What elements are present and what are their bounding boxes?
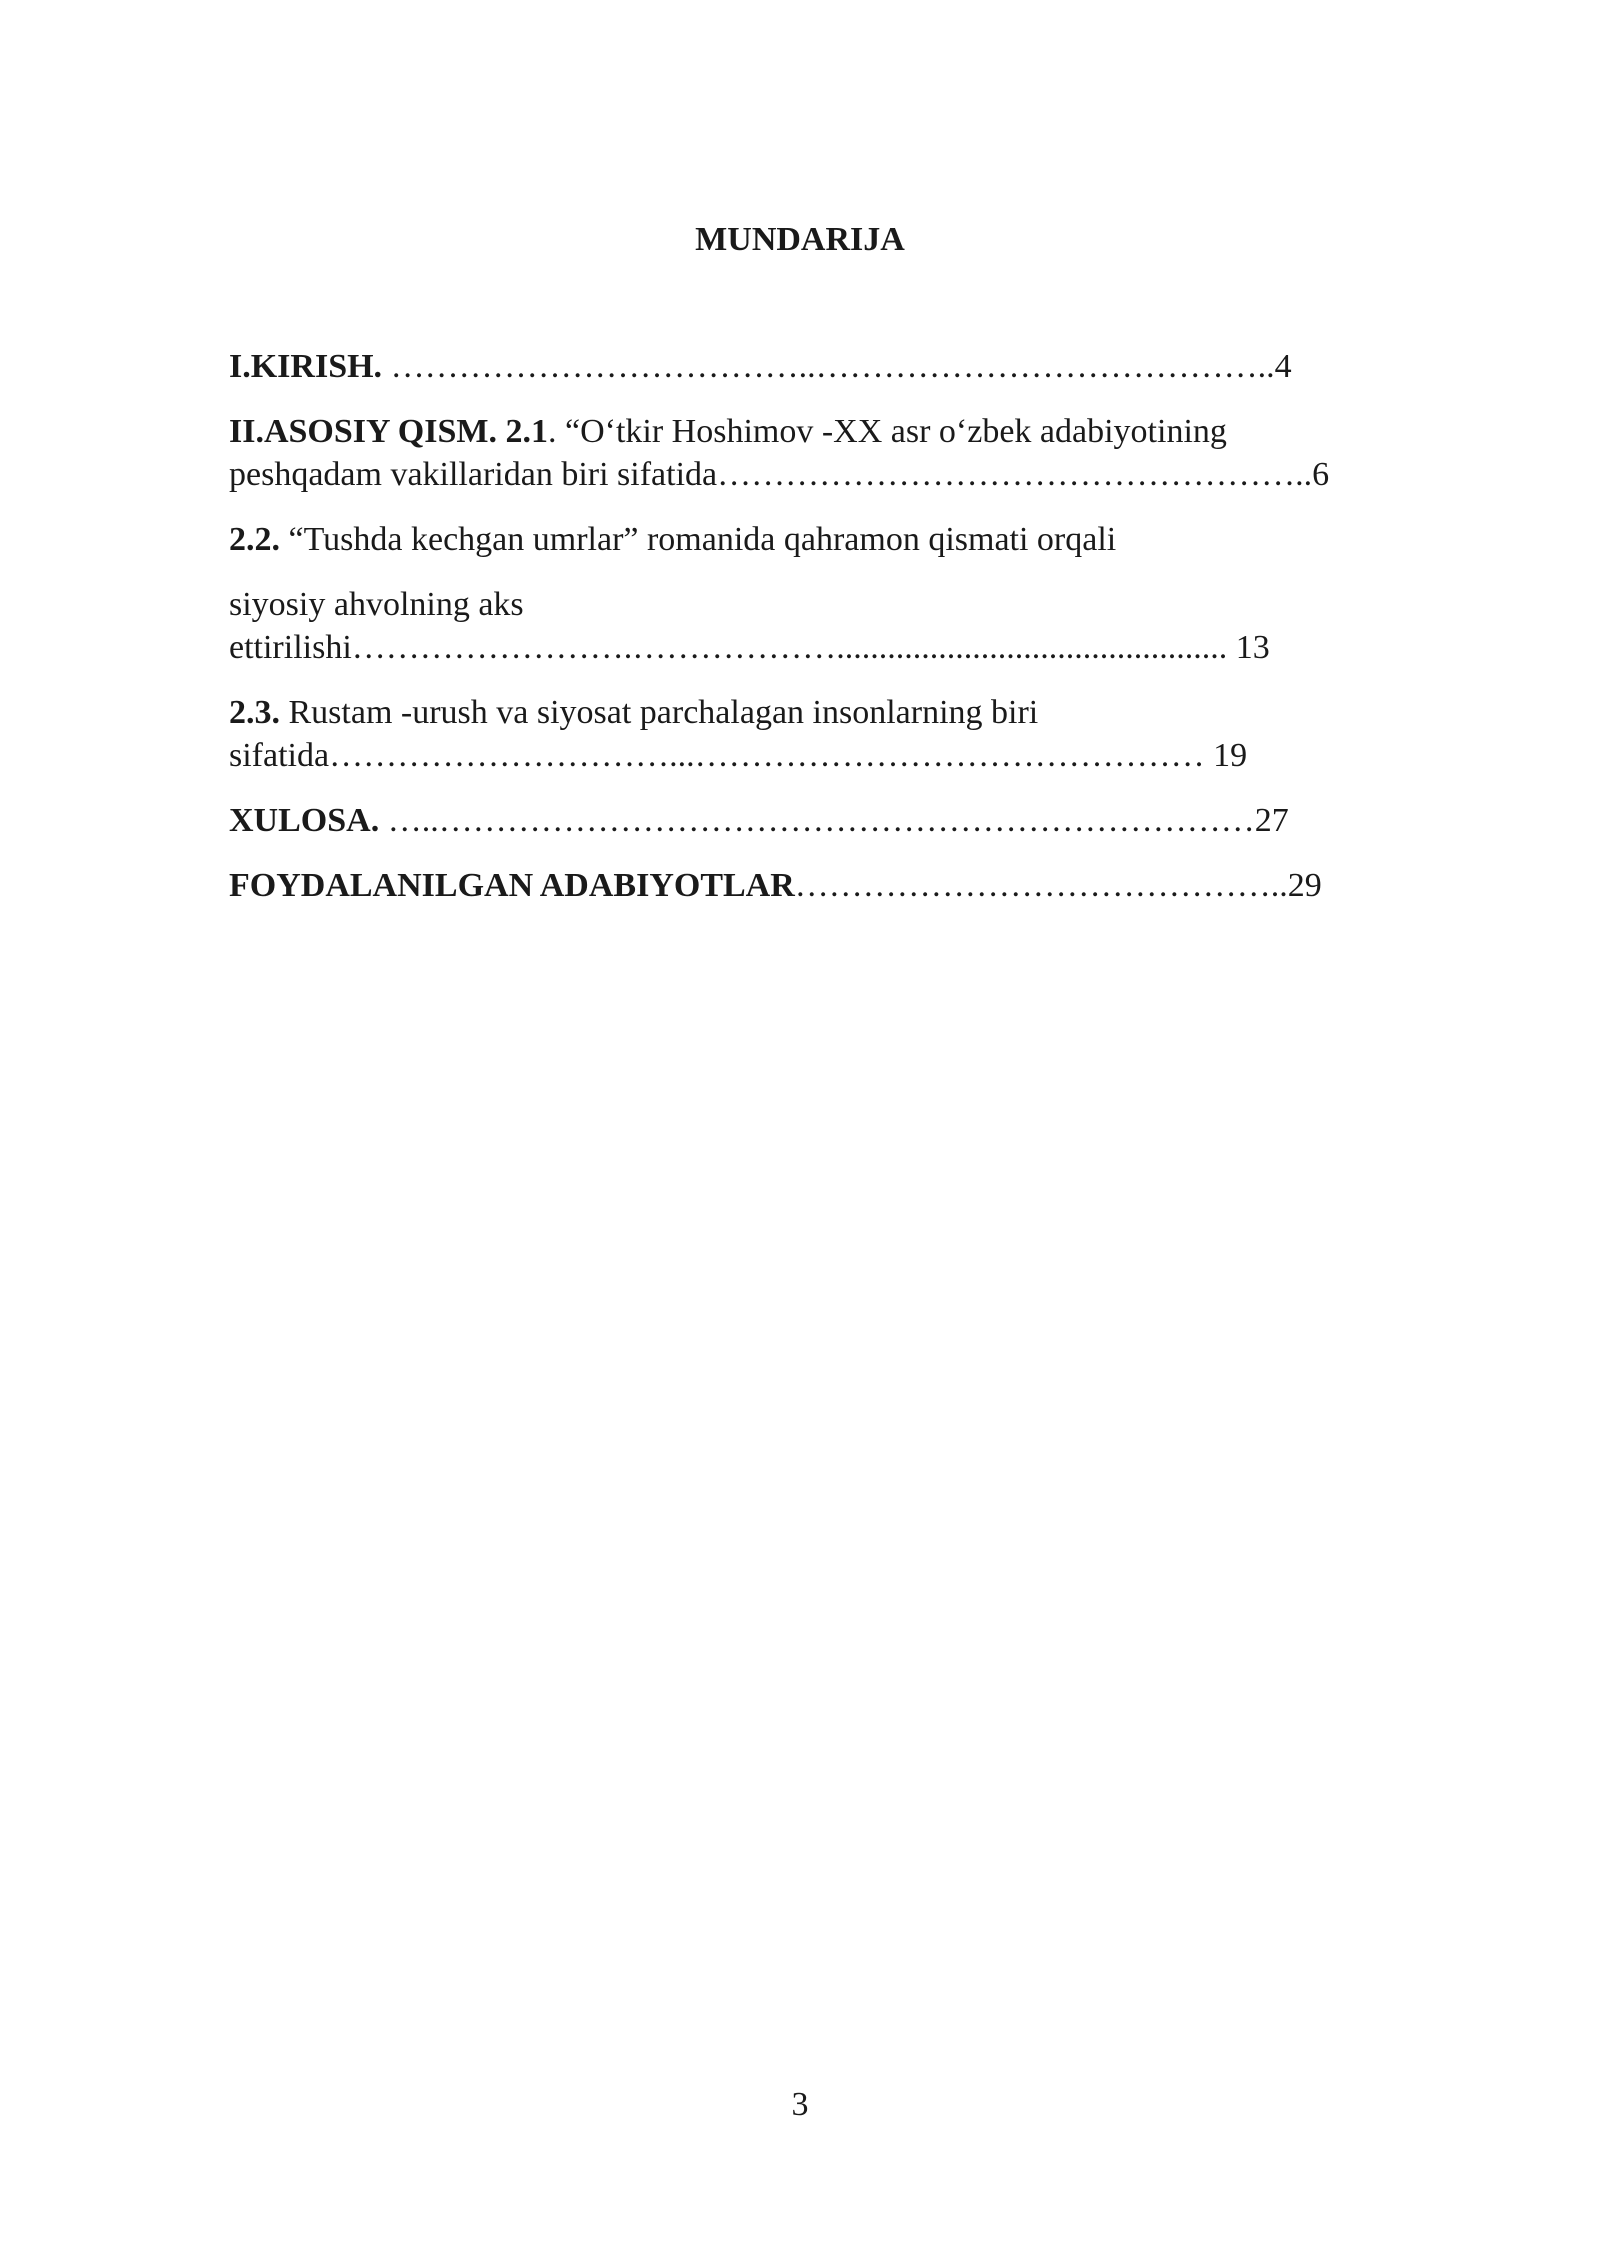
toc-entry-adabiyotlar <box>229 864 1444 907</box>
toc-label: FOYDALANILGAN ADABIYOTLAR <box>229 867 795 904</box>
toc-entry-kirish <box>229 345 1444 388</box>
toc-leader-dots: …………………….……………….............................................. <box>351 629 1228 666</box>
toc-leader-dots: …………………………...……………………………………… <box>329 737 1205 774</box>
toc-label: I.KIRISH. <box>229 348 383 385</box>
toc-entry-2-3 <box>229 691 1444 777</box>
toc-page-number: 19 <box>1204 737 1248 774</box>
toc-leader-dots: …..……………………………………………………………… <box>379 802 1255 839</box>
toc-section-number: 2.2. <box>229 521 280 558</box>
toc-title-line: siyosiy ahvolning aks <box>229 586 524 623</box>
toc-section-number: 2.1 <box>505 413 548 450</box>
toc-page-number: 13 <box>1227 629 1270 666</box>
toc-title-line: ettirilishi <box>229 629 352 666</box>
toc-page-number: 27 <box>1254 802 1289 839</box>
page-number: 3 <box>791 2086 809 2123</box>
toc-leader-dots: …………………………………….. <box>794 867 1288 904</box>
toc-title-line: . “O‘tkir Hoshimov -XX asr o‘zbek adabiyotining <box>547 413 1227 450</box>
toc-entry-asosiy-qism <box>229 410 1444 496</box>
toc-entry-xulosa <box>229 799 1444 842</box>
toc-part-label: II.ASOSIY QISM. <box>229 413 497 450</box>
toc-page-number: 29 <box>1287 867 1322 904</box>
toc-label: XULOSA. <box>229 802 380 839</box>
toc-section-number: 2.3. <box>229 694 280 731</box>
toc-leader-dots: ………………………………..………………………………….. <box>382 348 1275 385</box>
toc-leader-dots: …………………………………………….. <box>717 456 1313 493</box>
toc-entry-2-2 <box>229 518 1444 669</box>
table-of-contents <box>229 345 1444 907</box>
toc-title-line: sifatida <box>229 737 330 774</box>
toc-page-number: 4 <box>1274 348 1292 385</box>
toc-title-line: Rustam -urush va siyosat parchalagan insonlarning biri <box>280 694 1039 731</box>
toc-title-line: “Tushda kechgan umrlar” romanida qahramon qismati orqali <box>280 521 1117 558</box>
toc-title-line: peshqadam vakillaridan biri sifatida <box>229 456 718 493</box>
page-title: MUNDARIJA <box>695 221 905 258</box>
toc-page-number: 6 <box>1312 456 1330 493</box>
